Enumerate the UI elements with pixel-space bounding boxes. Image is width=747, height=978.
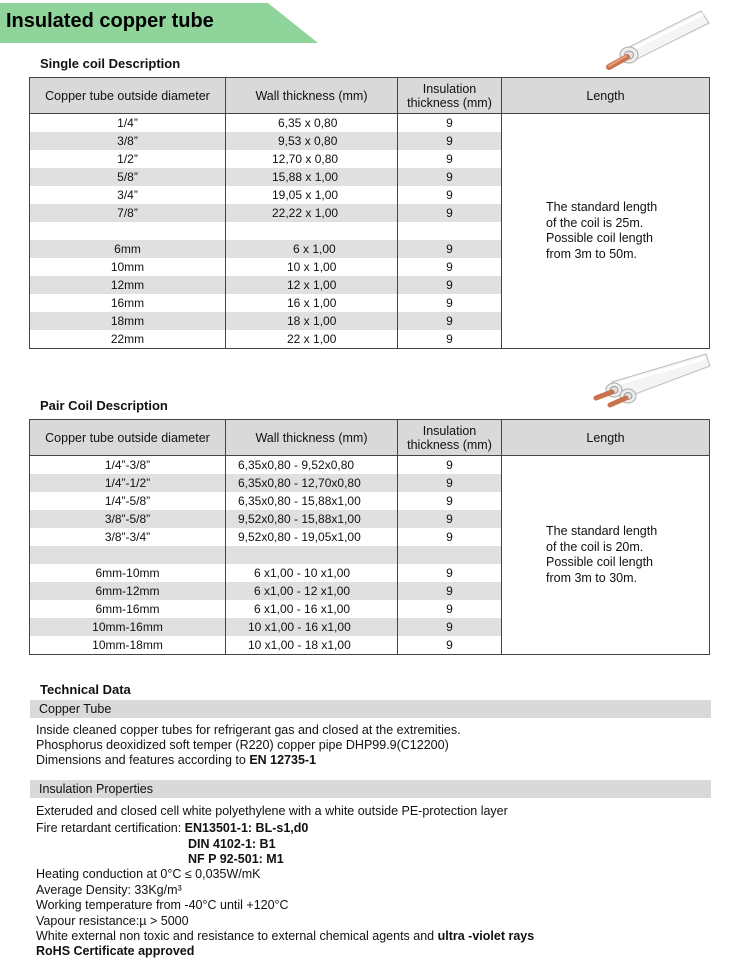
external-line [36,929,534,944]
cell-wall-text: 15,88 x 1,00 [272,170,339,184]
cell-wall-text: 10 x 1,00 [287,260,337,274]
external-bold: ultra -violet rays [437,929,535,943]
cell-insulation: 9 [398,258,502,276]
cell-wall [226,600,398,618]
cell-insulation: 9 [398,492,502,510]
cell-diameter: 10mm [30,258,226,276]
copper-line-3 [36,753,316,768]
single-tube-icon [605,5,710,73]
pair-tube-icon [590,352,712,412]
fire-cert-2 [188,837,276,852]
length-cell [502,456,710,655]
cell-diameter: 22mm [30,330,226,349]
cell-wall [226,222,398,240]
insulation-line-1: Exteruded and closed cell white polyethylene with a white outside PE-protection layer [36,804,508,818]
cell-wall-text: 9,52x0,80 - 19,05x1,00 [238,530,361,544]
length-text-line: The standard length [546,200,658,214]
copper-line-3-prefix: Dimensions and features according to [36,753,250,767]
cell-diameter: 10mm-18mm [30,636,226,655]
cell-insulation: 9 [398,636,502,655]
copper-line-2: Phosphorus deoxidized soft temper (R220) copper pipe DHP99.9(C12200) [36,738,449,752]
cell-insulation: 9 [398,528,502,546]
cell-wall [226,114,398,133]
header-diameter: Copper tube outside diameter [30,78,226,114]
cell-diameter: 10mm-16mm [30,618,226,636]
cell-wall-text: 16 x 1,00 [287,296,337,310]
copper-tube-heading: Copper Tube [30,700,711,718]
fire-cert-3-text: NF P 92-501: M1 [188,852,284,866]
cell-insulation: 9 [398,240,502,258]
cell-wall [226,312,398,330]
fire-cert-3 [188,852,284,867]
length-cell [502,114,710,349]
fire-certification-line [36,821,308,836]
cell-insulation: 9 [398,510,502,528]
cell-diameter: 6mm-10mm [30,564,226,582]
header-length: Length [502,420,710,456]
cell-wall-text: 22 x 1,00 [287,332,337,346]
cell-insulation: 9 [398,456,502,475]
cell-wall-text: 22,22 x 1,00 [272,206,339,220]
cell-insulation: 9 [398,168,502,186]
table-row [30,114,710,133]
cell-wall-text: 9,53 x 0,80 [278,134,338,148]
length-text-line: of the coil is 20m. [546,539,644,554]
fire-cert-1: EN13501-1: BL-s1,d0 [184,821,309,835]
cell-diameter: 1/4”-3/8” [30,456,226,475]
cell-diameter: 3/8”-5/8” [30,510,226,528]
cell-insulation [398,546,502,564]
cell-wall-text: 6,35x0,80 - 12,70x0,80 [238,476,361,490]
fire-prefix: Fire retardant certification: [36,821,185,835]
cell-wall [226,564,398,582]
header-insulation [398,78,502,114]
cell-wall-text: 6,35x0,80 - 9,52x0,80 [238,458,355,472]
cell-insulation: 9 [398,600,502,618]
cell-wall-text: 9,52x0,80 - 15,88x1,00 [238,512,361,526]
cell-wall [226,258,398,276]
cell-insulation: 9 [398,618,502,636]
cell-insulation: 9 [398,330,502,349]
single-coil-table [29,77,710,349]
cell-wall [226,546,398,564]
cell-diameter: 6mm-16mm [30,600,226,618]
cell-insulation: 9 [398,312,502,330]
cell-insulation: 9 [398,276,502,294]
table-header-row [30,420,710,456]
length-text-line: from 3m to 30m. [546,570,637,585]
header-insulation [398,420,502,456]
cell-wall-text: 19,05 x 1,00 [272,188,339,202]
cell-wall [226,528,398,546]
cell-wall [226,636,398,655]
cell-wall-text: 6,35x0,80 - 15,88x1,00 [238,494,361,508]
length-text-line: Possible coil length [546,555,654,569]
external-prefix: White external non toxic and resistance to external chemical agents and [36,929,438,943]
length-text-line: The standard length [546,524,658,538]
cell-insulation: 9 [398,294,502,312]
cell-wall-text: 10 x1,00 - 16 x1,00 [248,620,351,634]
cell-insulation: 9 [398,564,502,582]
cell-diameter: 6mm [30,240,226,258]
cell-insulation: 9 [398,204,502,222]
copper-standard: EN 12735-1 [249,753,317,767]
cell-wall [226,456,398,475]
header-insulation-line1: Insulation [422,81,477,96]
header-insulation-line1: Insulation [422,423,477,438]
cell-wall [226,168,398,186]
insulation-properties-heading: Insulation Properties [30,780,711,798]
cell-diameter: 1/4” [30,114,226,133]
length-text-line: Possible coil length [546,231,654,245]
cell-wall [226,330,398,349]
fire-cert-2-text: DIN 4102-1: B1 [188,837,276,851]
cell-diameter: 1/4”-1/2” [30,474,226,492]
header-wall: Wall thickness (mm) [226,420,398,456]
cell-wall [226,582,398,600]
cell-diameter: 1/2” [30,150,226,168]
cell-wall [226,276,398,294]
header-diameter: Copper tube outside diameter [30,420,226,456]
cell-insulation [398,222,502,240]
technical-data-title: Technical Data [40,682,131,697]
cell-wall-text: 6 x1,00 - 12 x1,00 [254,584,351,598]
cell-diameter [30,546,226,564]
pair-coil-table [29,419,710,655]
cell-wall [226,510,398,528]
table-row [30,456,710,475]
vapour-line: Vapour resistance:µ > 5000 [36,914,189,928]
cell-diameter: 16mm [30,294,226,312]
header-insulation-line2: thickness (mm) [407,437,492,452]
rohs-text: RoHS Certificate approved [36,944,195,958]
cell-insulation: 9 [398,582,502,600]
temperature-line: Working temperature from -40°C until +120°C [36,898,289,912]
cell-wall [226,150,398,168]
cell-insulation: 9 [398,474,502,492]
cell-insulation: 9 [398,150,502,168]
header-length: Length [502,78,710,114]
cell-wall [226,240,398,258]
page-title: Insulated copper tube [6,10,214,32]
cell-diameter [30,222,226,240]
cell-diameter: 7/8” [30,204,226,222]
table-header-row [30,78,710,114]
cell-insulation: 9 [398,114,502,133]
cell-wall [226,186,398,204]
header-wall: Wall thickness (mm) [226,78,398,114]
cell-diameter: 12mm [30,276,226,294]
cell-wall [226,618,398,636]
cell-diameter: 5/8” [30,168,226,186]
copper-line-1: Inside cleaned copper tubes for refrigerant gas and closed at the extremities. [36,723,461,737]
cell-wall [226,474,398,492]
cell-diameter: 3/8”-3/4” [30,528,226,546]
header-insulation-line2: thickness (mm) [407,95,492,110]
cell-diameter: 3/8” [30,132,226,150]
cell-wall-text: 18 x 1,00 [287,314,337,328]
pair-coil-title: Pair Coil Description [40,398,168,413]
cell-diameter: 6mm-12mm [30,582,226,600]
cell-diameter: 3/4” [30,186,226,204]
cell-diameter: 18mm [30,312,226,330]
density-line: Average Density: 33Kg/m³ [36,883,182,897]
single-coil-title: Single coil Description [40,56,181,71]
length-text-line: of the coil is 25m. [546,215,644,230]
cell-diameter: 1/4”-5/8” [30,492,226,510]
cell-wall-text: 6 x 1,00 [293,242,336,256]
length-text-line: from 3m to 50m. [546,246,637,261]
cell-insulation: 9 [398,132,502,150]
cell-wall-text: 10 x1,00 - 18 x1,00 [248,638,351,652]
cell-wall [226,204,398,222]
cell-wall [226,132,398,150]
cell-insulation: 9 [398,186,502,204]
cell-wall-text: 12,70 x 0,80 [272,152,339,166]
cell-wall-text: 6 x1,00 - 16 x1,00 [254,602,351,616]
cell-wall [226,492,398,510]
cell-wall [226,294,398,312]
cell-wall-text: 6,35 x 0,80 [278,116,338,130]
rohs-line [36,944,194,959]
heating-line: Heating conduction at 0°C ≤ 0,035W/mK [36,867,261,881]
cell-wall-text: 6 x1,00 - 10 x1,00 [254,566,351,580]
cell-wall-text: 12 x 1,00 [287,278,337,292]
